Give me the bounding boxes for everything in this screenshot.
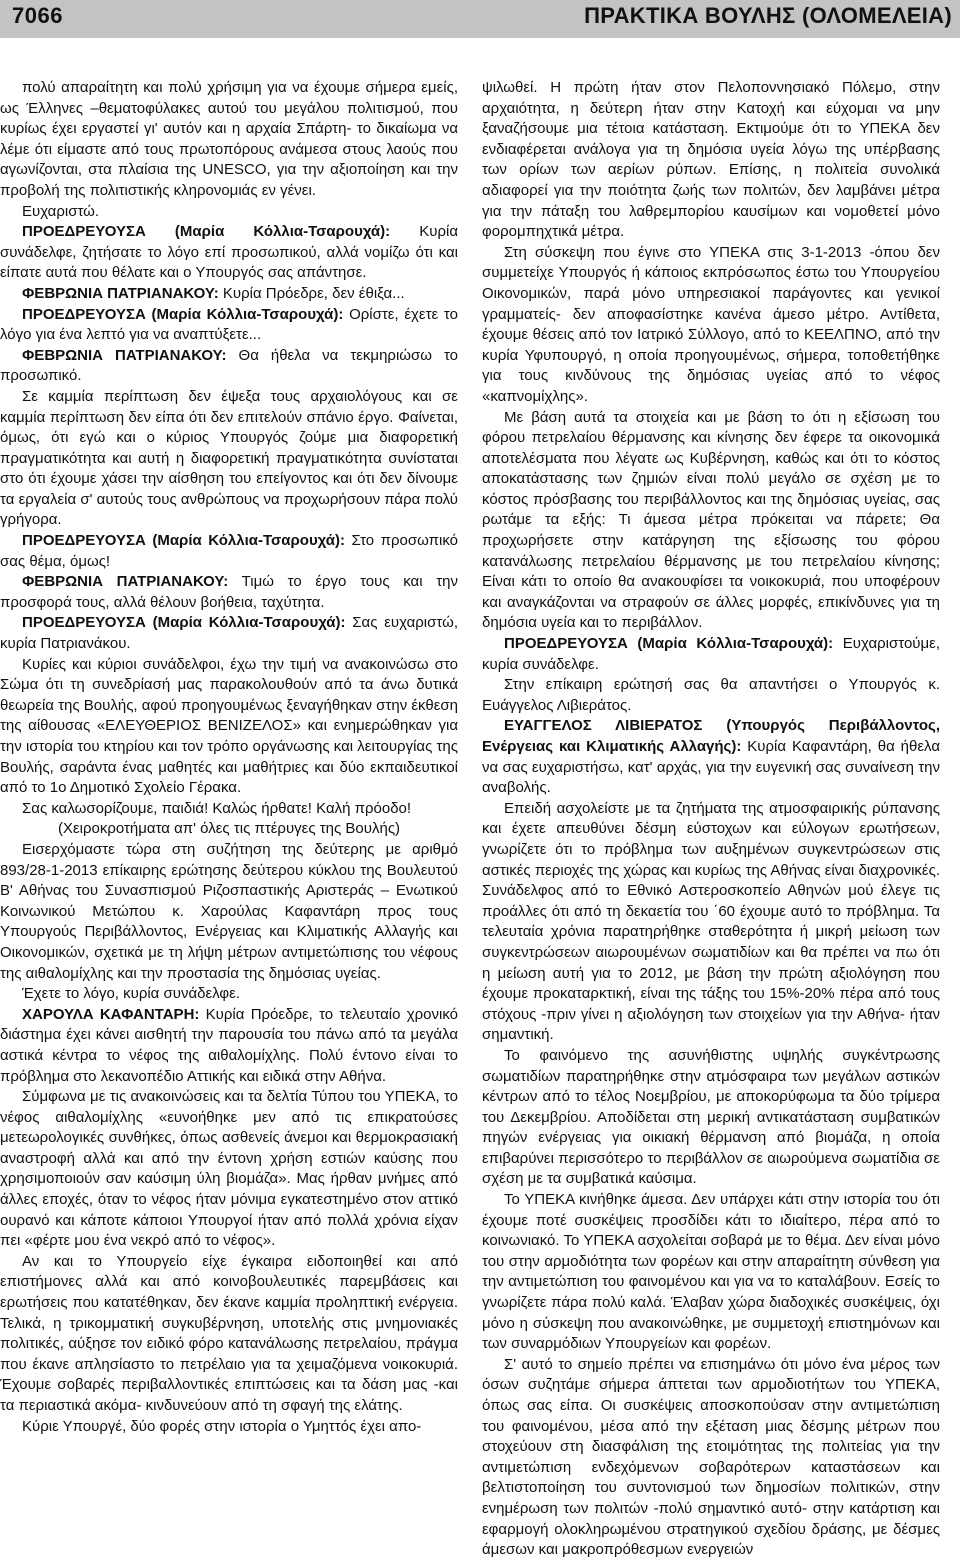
speech-text: Ευχαριστούμε, κυρία συνάδελφε. — [482, 635, 940, 673]
speech-text: Θα ήθελα να τεκμηριώσω το προσωπικό. — [0, 346, 458, 385]
text-paragraph: Με βάση αυτά τα στοιχεία και με βάση το ότι η εξίσωση του φόρου πετρελαίου θέρμανσης και κίνησης δεν έφερε τα οικονομικά αποτελέσματα που λέγατε ως Κυβέρνηση, καθώς και ότι το κόστος αποκατάστασης των ζημιών είναι πολύ μεγάλο σε σχέση με το κόστος πρόσβασης του περιβάλλοντος και της δημόσιας υγείας, σας ρωτάμε τα εξής: Τι άμεσα μέτρα πρόκειται να πάρετε; Θα προχωρήσετε στην κατάργηση της εξίσωσης του φόρου κατανάλωσης πετρελαίου θέρμανσης με του πετρελαίου κίνησης; Είναι κάτι το οποίο θα ανακουφίσει τα νοικοκυριά, που υποφέρουν και αναγκάζονται να στραφούν σε άλλες μορφές, επικίνδυνες για τη δημόσια υγεία και το περιβάλλον. — [482, 408, 940, 632]
speech-text: Κυρία Πρόεδρε, το τελευταίο χρονικό διάστημα έχει κάνει αισθητή την παρουσία του πάνω από τα μεγάλα αστικά κέντρα το νέφος της αιθαλομίχλης. Πολύ έντονο είναι το πρόβλημα στο λεκανοπέδιο Αττικής και ειδικά στην Αθήνα. — [0, 1005, 458, 1085]
text-paragraph: Το ΥΠΕΚΑ κινήθηκε άμεσα. Δεν υπάρχει κάτι στην ιστορία του ότι έχουμε ποτέ συσκέψεις προσδίδει κάτι το ιδιαίτερο, πέρα από το κοινωνιακό. Το ΥΠΕΚΑ ασχολείται σοβαρά με το θέμα. Δεν είναι μόνο του στην αρμοδιότητα των φορέων και στην απαραίτητη σύνθεση για την αντιμετώπιση του φαινομένου και για να το καταλάβουν. Εσείς το γνωρίζετε πάρα πολύ καλά. Έλαβαν χώρα διαδοχικές συσκέψεις, όχι μόνο η σύσκεψη που ανακοινώθηκε, με συμμετοχή επιστημόνων και των συναρμόδιων Υπουργείων και φορέων. — [482, 1191, 940, 1353]
speech-text: Κυρία συνάδελφε, ζητήσατε το λόγο επί προσωπικού, αλλά νομίζω ότι και είπατε αυτά που θέλατε και ο Υπουργός σας απάντησε. — [0, 223, 458, 282]
text-paragraph: πολύ απαραίτητη και πολύ χρήσιμη για να έχουμε σήμερα εμείς, ως Έλληνες –θεματοφύλακες αυτού του μεγάλου πολιτισμού, που κυρίως έχει εργαστεί γι' αυτόν και η αρχαία Σπάρτη- το δικαίωμα να λέμε ότι είμαστε από τους πρωτοπόρους ανάμεσα στους λαούς που αγωνίζονται, στα πλαίσια της UNESCO, για την αξιοποίηση και την προβολή της πολιτιστικής κληρονομιάς εν γένει. — [0, 79, 458, 199]
page-number: 7066 — [12, 3, 63, 28]
speaker-paragraph — [0, 222, 458, 284]
text-paragraph: Σας καλωσορίζουμε, παιδιά! Καλώς ήρθατε! Καλή πρόοδο! — [22, 799, 412, 817]
speaker-name: ΠΡΟΕΔΡΕΥΟΥΣΑ (Μαρία Κόλλια-Τσαρουχά): — [22, 532, 345, 550]
text-paragraph: Ευχαριστώ. — [22, 202, 100, 220]
speaker-paragraph — [0, 572, 458, 613]
speaker-name: ΕΥΑΓΓΕΛΟΣ ΛΙΒΙΕΡΑΤΟΣ (Υπουργός Περιβάλλοντος, Ενέργειας και Κλιματικής Αλλαγής): — [482, 717, 940, 755]
text-paragraph: Κύριε Υπουργέ, δύο φορές στην ιστορία ο Υμηττός έχει απο- — [22, 1417, 422, 1435]
speech-text: Στο προσωπικό σας θέμα, όμως! — [0, 532, 458, 570]
text-paragraph: Σύμφωνα με τις ανακοινώσεις και τα δελτία Τύπου του ΥΠΕΚΑ, το νέφος αιθαλομίχλης «ευνοήθηκε μεν από τις επικρατούσες μετεωρολογικές συνθήκες, όπως ασθενείς άνεμοι και θερμοκρασιακή αναστροφή αλλά και από την έντονη χρήση εστιών καύσης που χρησιμοποιούν σαν καύσιμη ύλη βιομάζα». Μας ήρθαν μνήμες από άλλες εποχές, όταν το νέφος ήταν μόνιμα εγκατεστημένο στον αττικό ουρανό και κάποτε κάποιοι Υπουργοί ήταν από πολλά χρόνια είχαν πει «φέρτε μου ένα νεκρό από το νέφος». — [0, 1088, 458, 1250]
speaker-name: ΠΡΟΕΔΡΕΥΟΥΣΑ (Μαρία Κόλλια-Τσαρουχά): — [22, 614, 346, 632]
text-paragraph: Σε καμμία περίπτωση δεν έψεξα τους αρχαιολόγους και σε καμμία περίπτωση δεν είπα ότι δεν επιτελούν σπάνιο έργο. Φαίνεται, όμως, ότι εγώ και ο κύριος Υπουργός ζούμε μια διαφορετική πραγματικότητα και αυτή η διαφορετική πραγματικότητα συνίσταται στο ότι έχουμε χάσει την αίσθηση του επείγοντος και ότι δεν δίνουμε τα εργαλεία σ' αυτούς τους ανθρώπους να προχωρήσουν πάρα πολύ γρήγορα. — [0, 387, 458, 529]
speaker-paragraph — [0, 284, 458, 305]
text-paragraph: Στην επίκαιρη ερώτησή σας θα απαντήσει ο Υπουργός κ. Ευάγγελος Λιβιεράτος. — [482, 676, 940, 714]
text-paragraph: Κυρίες και κύριοι συνάδελφοι, έχω την τιμή να ανακοινώσω στο Σώμα ότι τη συνεδρίασή μας παρακολουθούν από τα άνω δυτικά θεωρεία της Βουλής, αφού προηγουμένως ξεναγήθηκαν στην έκθεση της αίθουσας «ΕΛΕΥΘΕΡΙΟΣ ΒΕΝΙΖΕΛΟΣ» και ενημερώθηκαν για την ιστορία του κτηρίου και τον τρόπο οργάνωσης και λειτουργίας της Βουλής, σαράντα ένας μαθητές και μαθήτριες και δύο εκπαιδευτικοί από το 1ο Δημοτικό Σχολείο Γέρακα. — [0, 655, 458, 797]
speaker-paragraph — [0, 531, 458, 572]
text-paragraph: Στη σύσκεψη που έγινε στο ΥΠΕΚΑ στις 3-1-2013 -όπου δεν συμμετείχε Υπουργός ή κάποιος εκπρόσωπος έστω του Υπουργείου Οικονομικών, παρά μόνο υπηρεσιακοί παράγοντες και γενικοί γραμματείς- δεν αποφασίστηκε κανένα άμεσο μέτρο. Αντίθετα, έχουμε θέσεις από τον Ιατρικό Σύλλογο, από το ΚΕΕΛΠΝΟ, από την κυρία Υφυπουργό, η οποία προηγουμένως, σήμερα, τοποθετήθηκε για τους κινδύνους της δημόσιας υγείας από το νέφος «καπνομίχλης». — [482, 243, 940, 405]
left-column — [0, 78, 458, 1437]
speaker-paragraph — [482, 716, 940, 798]
right-column — [482, 78, 940, 1561]
speech-text: Κυρία Καφαντάρη, θα ήθελα να σας ευχαριστήσω, κατ' αρχάς, για την ευγενική σας συναίνεση την αναβολής. — [482, 738, 940, 797]
speech-text: Τιμώ το έργο τους και την προσφορά τους, αλλά θέλουν βοήθεια, ταχύτητα. — [0, 573, 458, 611]
speaker-name: ΦΕΒΡΩΝΙΑ ΠΑΤΡΙΑΝΑΚΟΥ: — [22, 284, 219, 302]
text-paragraph: Αν και το Υπουργείο είχε έγκαιρα ειδοποιηθεί και από επιστήμονες αλλά και από κοινοβουλευτικές παρεμβάσεις και ερωτήσεις που κατατέθηκαν, δεν έκανε καμμία προληπτική ενέργεια. Τελικά, η τρικομματική συγκυβέρνηση, υποτελής στις μνημονιακές πολιτικές, αύξησε τον ειδικό φόρο κατανάλωσης πετρελαίου, πράγμα που έκανε απλησίαστο το πετρέλαιο για τα χειμαζόμενα νοικοκυριά. Έχουμε σοβαρές περιβαλλοντικές επιπτώσεις και τα δάση μας -και τα περιαστικά ακόμα- κινδυνεύουν από τη σφαγή της ελάτης. — [0, 1252, 458, 1414]
text-paragraph: ψιλωθεί. Η πρώτη ήταν στον Πελοποννησιακό Πόλεμο, στην αρχαιότητα, η δεύτερη ήταν στην Κατοχή και εύχομαι να μην ξαναζήσουμε μια τέτοια κατάσταση. Εκτιμούμε ότι το ΥΠΕΚΑ δεν ενδιαφέρεται ανάλογα για τη δημόσια υγεία λόγω της υπέρβασης των ορίων των αερίων ρύπων. Επίσης, η πολιτεία συνολικά αδιαφορεί για την ποιότητα ζωής των πολιτών, δεν λαμβάνει μέτρα για την πάταξη του λαθρεμπορίου καυσίμων και νομοθετεί μόνο φορομπηχτικά μέτρα. — [482, 79, 940, 241]
text-paragraph: Το φαινόμενο της ασυνήθιστης υψηλής συγκέντρωσης σωματιδίων παρατηρήθηκε στην ατμόσφαιρα των μεγάλων αστικών κέντρων από το τέλος Νοεμβρίου, με αποκορύφωμα τα δύο τρίμερα του Δεκεμβρίου. Αποδίδεται στη μερική αντικατάσταση συμβατικών πηγών ενέργειας για οικιακή θέρμανση από βιομάζα, η οποία επιβαρύνει περισσότερο το περιβάλλον σε αιωρούμενα σωματίδια σε σχέση με τα συμβατικά καύσιμα. — [482, 1046, 940, 1188]
stage-direction: (Χειροκροτήματα απ' όλες τις πτέρυγες της Βουλής) — [57, 820, 401, 838]
speaker-name: ΠΡΟΕΔΡΕΥΟΥΣΑ (Μαρία Κόλλια-Τσαρουχά): — [504, 635, 834, 653]
page-header — [0, 0, 960, 38]
speaker-name: ΦΕΒΡΩΝΙΑ ΠΑΤΡΙΑΝΑΚΟΥ: — [22, 346, 227, 364]
text-paragraph: Εισερχόμαστε τώρα στη συζήτηση της δεύτερης με αριθμό 893/28-1-2013 επίκαιρης ερώτησης δεύτερου κύκλου της Βουλευτού Β' Αθήνας του Συνασπισμού Ριζοσπαστικής Αριστεράς – Ενωτικού Κοινωνικού Μετώπου κ. Χαρούλας Καφαντάρη προς τους Υπουργούς Περιβάλλοντος, Ενέργειας και Κλιματικής Αλλαγής και Οικονομικών, σχετικά με τη λήψη μέτρων αντιμετώπισης του νέφους της αιθαλομίχλης και την προστασία της δημόσιας υγείας. — [0, 840, 458, 982]
speaker-paragraph — [0, 346, 458, 387]
text-paragraph: Σ' αυτό το σημείο πρέπει να επισημάνω ότι μόνο ένα μέρος των όσων συζητάμε σήμερα άπτεται των αρμοδιοτήτων του ΥΠΕΚΑ, όπως σας είπα. Οι συσκέψεις αποσκοπούσαν στην αντιμετώπιση του φαινομένου, μέσα από την εξέταση μιας δέσμης μέτρων που στοχεύουν στη διασφάλιση της ετοιμότητας της πολιτείας για την αντιμετώπιση ενδεχόμενων σοβαρότερων καταστάσεων και βελτιστοποίηση του συντονισμού των δημοσίων πολιτικών, στην ενημέρωση των πολιτών -πολύ σημαντικό αυτό- στην κατάρτιση και εφαρμογή ολοκληρωμένου στρατηγικού σχεδίου δράσης, με δέσμες άμεσων και μακροπρόθεσμων ενεργειών — [482, 1355, 940, 1559]
speaker-paragraph — [0, 305, 458, 346]
speaker-name: ΠΡΟΕΔΡΕΥΟΥΣΑ (Μαρία Κόλλια-Τσαρουχά): — [22, 223, 391, 241]
speaker-paragraph — [482, 634, 940, 675]
speaker-name: ΦΕΒΡΩΝΙΑ ΠΑΤΡΙΑΝΑΚΟΥ: — [22, 573, 229, 591]
text-paragraph: Έχετε το λόγο, κυρία συνάδελφε. — [22, 985, 241, 1003]
speech-text: Κυρία Πρόεδρε, δεν έθιξα... — [218, 284, 405, 302]
speaker-paragraph — [0, 1005, 458, 1087]
page-title: ΠΡΑΚΤΙΚΑ ΒΟΥΛΗΣ (ΟΛΟΜΕΛΕΙΑ) — [584, 3, 952, 28]
speech-text: Σας ευχαριστώ, κυρία Πατριανάκου. — [0, 614, 458, 653]
speaker-name: ΧΑΡΟΥΛΑ ΚΑΦΑΝΤΑΡΗ: — [22, 1005, 200, 1023]
speaker-paragraph — [0, 613, 458, 654]
text-paragraph: Επειδή ασχολείστε με τα ζητήματα της ατμοσφαιρικής ρύπανσης και έχετε απευθύνει δέσμη εύστοχων και εύλογων ερωτήσεων, γνωρίζετε ότι το πρόβλημα των αυξημένων συγκεντρώσεων στις αστικές περιοχές της χώρας και κυρίως της Αθήνας είναι διαχρονικές. Συνάδελφος από το Εθνικό Αστεροσκοπείο Αθηνών μού έλεγε τις προάλλες ότι από τη δεκαετία του ΄60 έχουμε αυτό το πρόβλημα. Τα τελευταία χρόνια παρατηρήθηκε σταθερότητα ή μικρή μείωση των συγκεντρώσεων αιωρουμένων σωματιδίων και θα πρέπει να πω ότι η μείωση αυτή για το 2012, με βάση την πρώτη αξιολόγηση που έχουμε προκαταρκτική, είναι της τάξης του 15%-20% πέρα από τους στόχους -πριν γίνει η αξιολόγηση των στοιχείων για την Αθήνα- ήταν σημαντική. — [482, 799, 940, 1044]
speaker-name: ΠΡΟΕΔΡΕΥΟΥΣΑ (Μαρία Κόλλια-Τσαρουχά): — [22, 305, 344, 323]
speech-text: Ορίστε, έχετε το λόγο για ένα λεπτό για να αναπτύξετε... — [0, 305, 458, 344]
